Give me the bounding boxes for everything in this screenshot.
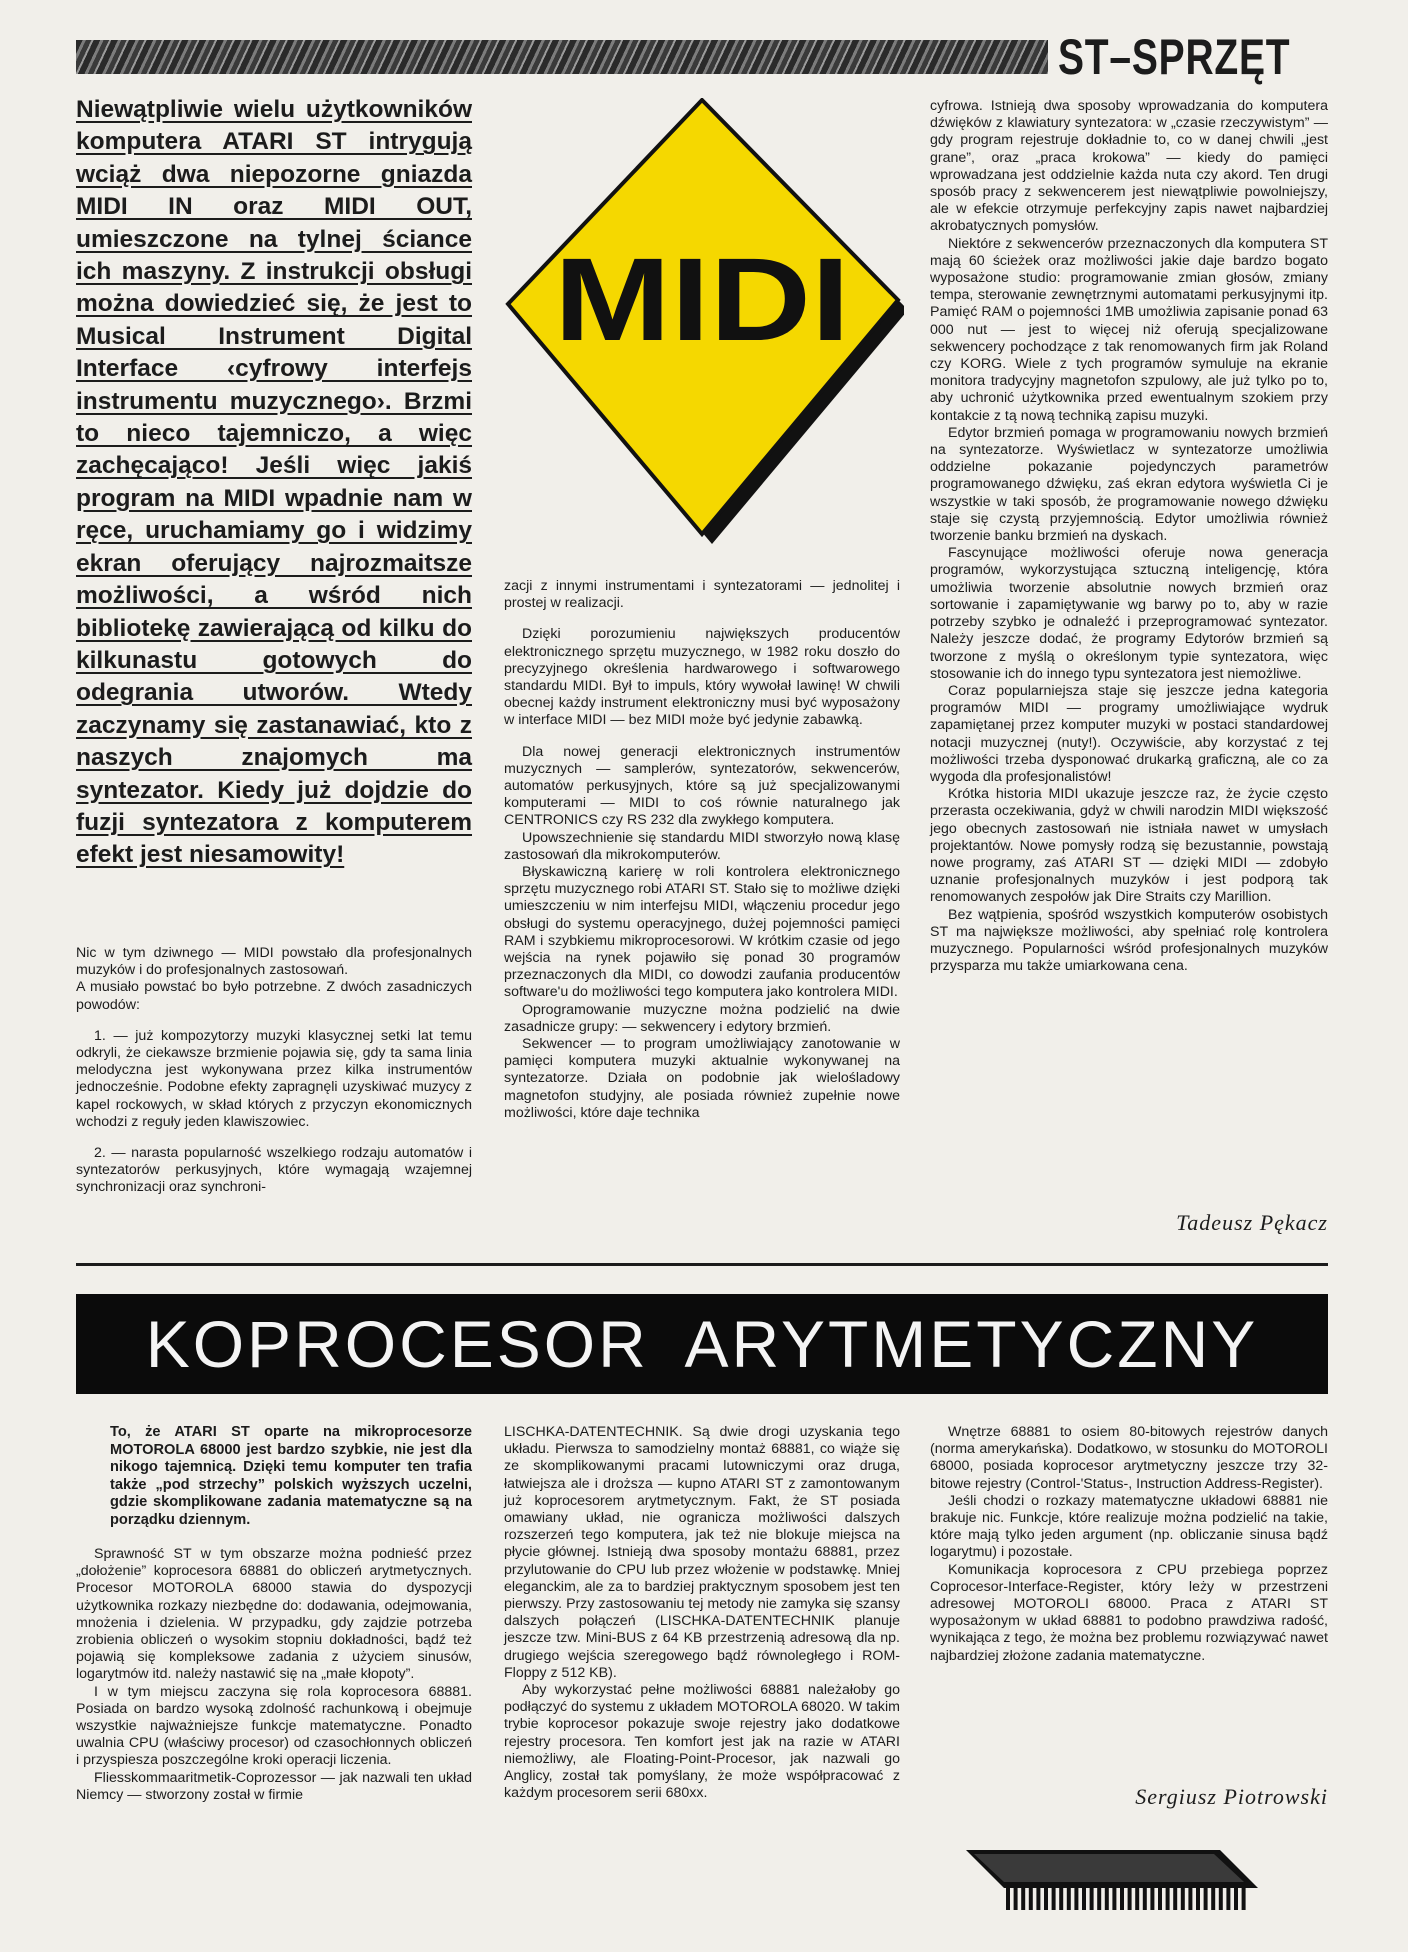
chip-pin <box>1196 1888 1200 1910</box>
chip-pin <box>1242 1888 1246 1910</box>
article2-column-2 <box>504 1424 900 1802</box>
paragraph: Krótka historia MIDI ukazuje jeszcze raz, że życie często przerasta oczekiwania, gdyż w chwili narodzin MIDI większość jego obecnych zastosowań nie istniała nawet w umysłach projektantów. Nowe pomysły rodzą się bezustannie, powstają nowe programy, zaś ATARI ST — dzięki MIDI — zdobyło uznanie profesjonalnych muzyków i jest podporą tak renomowanych zespołów jak Dire Straits czy Marillion. <box>930 786 1328 906</box>
chip-pin <box>1150 1888 1154 1910</box>
paragraph: Sekwencer — to program umożliwiający zanotowanie w pamięci komputera muzyki aktualnie wykonywanej na syntezatorze. Działa on podobnie jak wielośladowy magnetofon studyjny, ale posiada również zupełnie nowe możliwości, które daje technika <box>504 1036 900 1121</box>
chip-pin <box>1166 1888 1170 1910</box>
paragraph: Aby wykorzystać pełne możliwości 68881 należałoby go podłączyć do systemu z układem MOTOROLA 68020. W takim trybie koprocesor pokazuje swoje rejestry jako dodatkowe rejestry procesora. Ten komfort jest jak na razie w ATARI niemożliwy, ale Floating-Point-Procesor, jak nazwali go Anglicy, został tak pomyślany, że może współpracować z każdym procesorem serii 680xx. <box>504 1682 900 1802</box>
article1-column-2 <box>504 578 900 1122</box>
chip-pin <box>1173 1888 1177 1910</box>
paragraph: Oprogramowanie muzyczne można podzielić na dwie zasadnicze grupy: — sekwencery i edytory brzmień. <box>504 1001 900 1035</box>
article2-intro: To, że ATARI ST oparte na mikroprocesorze MOTOROLA 68000 jest bardzo szybkie, nie jest dla nikogo tajemnicą. Dzięki temu komputer ten trafia także „pod strzechy” polskich wyższych uczelni, gdzie skomplikowane zadania matematyczne są na porządku dziennym. <box>110 1424 472 1528</box>
paragraph: Sprawność ST w tym obszarze można podnieść przez „dołożenie” koprocesora 68881 do obliczeń arytmetycznych. Procesor MOTOROLA 68000 stawia do dyspozycji użytkownika rozkazy niezbędne do: dodawania, odejmowania, mnożenia i dzielenia. W przypadku, gdy zajdzie potrzeba zrobienia obliczeń o wysokim stopniu dokładności, bądź też pojawią się kompleksowe zadania z użyciem sinusów, logarytmów itd. należy nastawić się na „małe kłopoty”. <box>76 1546 472 1683</box>
chip-pin <box>1135 1888 1139 1910</box>
chip-pin <box>1090 1888 1094 1910</box>
chip-pin <box>1074 1888 1078 1910</box>
paragraph: Edytor brzmień pomaga w programowaniu nowych brzmień na syntezatorze. Wyświetlacz w syntezatorze umożliwia oddzielne pokazanie pojedynczych parametrów programowanego dźwięku, zaś ekran edytora wyświetla Ci je wszystkie w taki sposób, że programowanie nowego dźwięku staje się czystą przyjemnością. Edytor umożliwia również tworzenie banku brzmień na dyskach. <box>930 424 1328 545</box>
chip-pin <box>1219 1888 1223 1910</box>
article1-column-1 <box>76 945 472 1197</box>
article1-column-3 <box>930 98 1328 975</box>
paragraph: Dzięki porozumieniu największych producentów elektronicznego sprzętu muzycznego, w 1982 roku doszło do precyzyjnego określenia hardwarowego i softwarowego standardu MIDI. Był to impuls, który wywołał lawinę! W chwili obecnej każdy instrument elektroniczny musi być wyposażony w interface MIDI — bez MIDI może być jedynie zabawką. <box>504 626 900 729</box>
section-divider <box>76 1263 1328 1266</box>
article2-author: Sergiusz Piotrowski <box>1135 1784 1328 1809</box>
chip-pin <box>1188 1888 1192 1910</box>
chip-pin <box>1120 1888 1124 1910</box>
chip-pin <box>1052 1888 1056 1910</box>
paragraph: Dla nowej generacji elektronicznych instrumentów muzycznych — samplerów, syntezatorów, sekwencerów, automatów perkusyjnych, które są już specjalizowanymi komputerami — MIDI to coś równie naturalnego jak CENTRONICS czy RS 232 dla zwykłego komputera. <box>504 743 900 829</box>
paragraph: Fascynujące możliwości oferuje nowa generacja programów, wykorzystująca sztuczną inteligencję, która umożliwia tworzenie absolutnie nowych brzmień oraz sortowanie i zapamiętywanie wg barwy po to, aby w razie potrzeby szybko je odnaleźć i przeprogramować syntezator. Należy jeszcze dodać, że programy Edytorów brzmień są tworzone z myślą o określonym typie syntezatora, więc stosowanie ich do innego typu syntezatora jest niemożliwe. <box>930 545 1328 682</box>
paragraph: I w tym miejscu zaczyna się rola koprocesora 68881. Posiada on bardzo wysoką zdolność rachunkową i obejmuje wszystkie najważniejsze funkcje matematyczne. Ponadto uwalnia CPU (właściwy procesor) od czasochłonnych obliczeń i przyspiesza poszczególne kroki operacji liczenia. <box>76 1683 472 1769</box>
midi-logo <box>504 98 904 550</box>
chip-pin <box>1112 1888 1116 1910</box>
chip-pin <box>1181 1888 1185 1910</box>
paragraph: Nic w tym dziwnego — MIDI powstało dla profesjonalnych muzyków i do profesjonalnych zastosowań. <box>76 945 472 979</box>
chip-pin <box>1021 1888 1025 1910</box>
paragraph: Coraz popularniejsza staje się jeszcze jedna kategoria programów MIDI — programy umożliwiające wydruk zapamiętanej przez komputer muzyki w postaci standardowej notacji muzycznej (nuty!). Oczywiście, aby korzystać z tej możliwości trzeba dysponować drukarką graficzną, ale co za wygoda dla profesjonalistów! <box>930 682 1328 785</box>
paragraph: LISCHKA-DATENTECHNIK. Są dwie drogi uzyskania tego układu. Pierwsza to samodzielny montaż 68881, co wiąże się ze skomplikowanymi pracami lutowniczymi oraz druga, łatwiejsza ale i droższa — kupno ATARI ST z zamontowanym już koprocesorem arytmetycznym. Fakt, że ST posiada omawiany układ, nie ogranicza możliwości dalszych rozszerzeń tego komputera, jak też nie blokuje miejsca na płycie głównej. Istnieją dwa sposoby montażu 68881, przez przylutowanie do CPU lub przez włożenie w podstawkę. Mniej eleganckim, ale za to bardziej praktycznym sposobem jest ten pierwszy. Przy zastosowaniu tej metody nie zamyka się szansy dalszych połączeń (LISCHKA-DATENTECHNIK planuje jeszcze tzw. Mini-BUS z 64 KB przestrzenią adresową dla np. drugiego wejścia szeregowego bądź równoległego i ROM-Floppy z 512 KB). <box>504 1424 900 1681</box>
chip-pin <box>1158 1888 1162 1910</box>
chip-pin <box>1211 1888 1215 1910</box>
paragraph: Upowszechnienie się standardu MIDI stworzyło nową klasę zastosowań dla mikrokomputerów. <box>504 829 900 863</box>
chip-pin <box>1204 1888 1208 1910</box>
paragraph: Komunikacja koprocesora z CPU przebiega poprzez Coprocesor-Interface-Register, który leży w przestrzeni adresowej MOTOROLI 68000. Praca z ATARI ST wyposażonym w układ 68881 to podobno prawdziwa radość, wynikająca z tego, że można bez problemu rozwiązywać nawet najbardziej złożone zadania matematyczne. <box>930 1561 1328 1664</box>
chip-pin <box>1014 1888 1018 1910</box>
paragraph: Błyskawiczną karierę w roli kontrolera elektronicznego sprzętu muzycznego robi ATARI ST. Stało się to możliwe dzięki umieszczeniu w nim interfejsu MIDI, włączeniu procedur jego obsługi do systemu operacyjnego, dużej pojemności pamięci RAM i szybkiemu mikroprocesorowi. W krótkim czasie od jego wejścia na rynek pojawiło się ponad 30 programów przeznaczonych dla MIDI, co dowodzi zaufania producentów software'u do możliwości tego komputera jako kontrolera MIDI. <box>504 864 900 1001</box>
chip-pin <box>1128 1888 1132 1910</box>
article2-title: KOPROCESOR ARYTMETYCZNY <box>76 1294 1328 1394</box>
coprocessor-chip-icon <box>958 1838 1258 1928</box>
chip-pin <box>1006 1888 1010 1910</box>
chip-pin <box>1143 1888 1147 1910</box>
chip-pin <box>1059 1888 1063 1910</box>
article1-author: Tadeusz Pękacz <box>1176 1210 1328 1235</box>
chip-pin <box>1036 1888 1040 1910</box>
article-lead: Niewątpliwie wielu użytkowników komputera ATARI ST intrygują wciąż dwa niepozorne gniazda MIDI IN oraz MIDI OUT, umieszczone na tylnej ściance ich maszyny. Z instrukcji obsługi można dowiedzieć się, że jest to Musical Instrument Digital Interface ‹cyfrowy interfejs instrumentu muzycznego›. Brzmi to nieco tajemniczo, a więc zachęcająco! Jeśli więc jakiś program na MIDI wpadnie nam w ręce, uruchamiamy go i widzimy ekran oferujący najrozmaitsze możliwości, a wśród nich bibliotekę zawierającą od kilku do kilkunastu gotowych do odegrania utworów. Wtedy zaczynamy się zastanawiać, kto z naszych znajomych ma syntezator. Kiedy już dojdzie do fuzji syntezatora z komputerem efekt jest niesamowity! <box>76 96 472 869</box>
paragraph: zacji z innymi instrumentami i syntezatorami — jednolitej i prostej w realizacji. <box>504 578 900 612</box>
chip-pin <box>1029 1888 1033 1910</box>
chip-pin <box>1044 1888 1048 1910</box>
chip-pin <box>1067 1888 1071 1910</box>
paragraph: Fliesskommaaritmetik-Coprozessor — jak nazwali ten układ Niemcy — stworzony został w firmie <box>76 1769 472 1803</box>
paragraph: Bez wątpienia, spośród wszystkich komputerów osobistych ST ma największe możliwości, aby spełniać rolę kontrolera muzycznego. Popularności wśród profesjonalnych muzyków przysparza mu także umiarkowana cena. <box>930 906 1328 975</box>
midi-logo-text: MIDI <box>554 234 850 366</box>
article2-column-3 <box>930 1424 1328 1665</box>
section-title: ST–SPRZĘT <box>1058 29 1291 85</box>
paragraph: 2. — narasta popularność wszelkiego rodzaju automatów i syntezatorów perkusyjnych, które wymagają wzajemnej synchronizacji oraz synchroni- <box>76 1145 472 1196</box>
paragraph: Jeśli chodzi o rozkazy matematyczne układowi 68881 nie brakuje nic. Funkcje, które realizuje można podzielić na takie, które mają tylko jeden argument (np. obliczanie sinusa bądź logarytmu) i pozostałe. <box>930 1492 1328 1561</box>
chip-pin <box>1234 1888 1238 1910</box>
article2-column-1 <box>76 1546 472 1804</box>
header-hatched-bar <box>76 40 1048 74</box>
paragraph: A musiało powstać bo było potrzebne. Z dwóch zasadniczych powodów: <box>76 979 472 1013</box>
chip-pin <box>1226 1888 1230 1910</box>
paragraph: cyfrowa. Istnieją dwa sposoby wprowadzania do komputera dźwięków z klawiatury syntezatora: w „czasie rzeczywistym” — gdy program rejestruje dokładnie to, co w danej chwili „jest grane”, oraz „praca krokowa” — kiedy do pamięci wprowadzana jest oddzielnie każda nuta czy akord. Ten drugi sposób pracy z sekwencerem jest niewątpliwie powolniejszy, ale w efekcie otrzymuje perfekcyjny zapis nawet najbardziej akrobatycznych pomysłów. <box>930 98 1328 235</box>
chip-pin <box>1105 1888 1109 1910</box>
paragraph: Niektóre z sekwencerów przeznaczonych dla komputera ST mają 60 ścieżek oraz możliwości jakie daje bardzo bogato wyposażone studio: programowanie zmian głosów, zmiany tempa, sterowanie zewnętrznymi automatami perkusyjnymi itp. Pamięć RAM o pojemności 1MB umożliwia zapisanie ponad 63 000 nut — jest to więcej niż oferują specjalizowane sekwencery pochodzące z tak renomowanych firm jak Roland czy KORG. Wiele z tych programów symuluje na ekranie monitora tradycyjny magnetofon szpulowy, ale już tylko po to, aby uchronić użytkownika przed ewentualnym szokiem przy kontakcie z tą nową techniką zapisu muzyki. <box>930 235 1328 424</box>
paragraph: 1. — już kompozytorzy muzyki klasycznej setki lat temu odkryli, że ciekawsze brzmienie pojawia się, gdy ta sama linia melodyczna jest wykonywana przez kilka instrumentów jednocześnie. Podobne efekty zapragnęli uzyskiwać muzycy z kapel rockowych, w skład których z przyczyn ekonomicznych wchodzi z reguły jeden klawiszowiec. <box>76 1027 472 1130</box>
chip-pin <box>1082 1888 1086 1910</box>
paragraph: Wnętrze 68881 to osiem 80-bitowych rejestrów danych (norma amerykańska). Dodatkowo, w stosunku do MOTOROLI 68000, posiada koprocesor arytmetyczny jeszcze trzy 32-bitowe rejestry (Control-'Status-, Instruction Address-Register). <box>930 1424 1328 1492</box>
chip-pin <box>1097 1888 1101 1910</box>
